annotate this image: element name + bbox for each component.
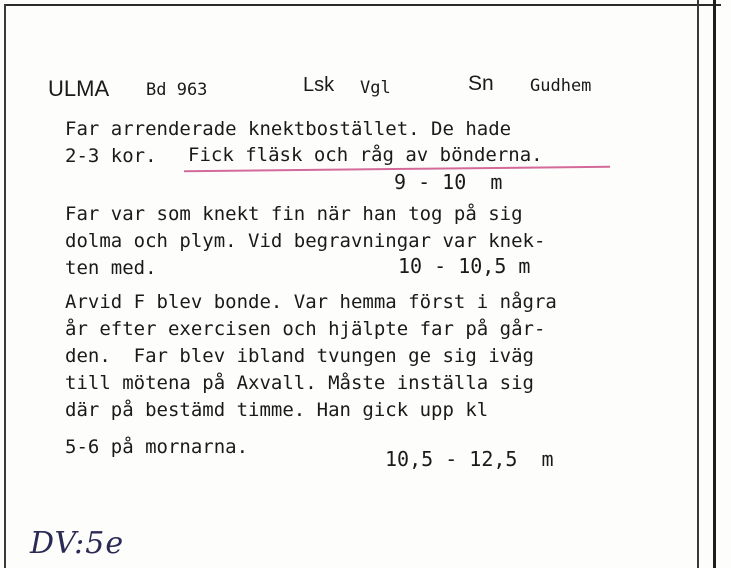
p3-line4: till mötena på Axvall. Måste inställa sig bbox=[65, 372, 534, 394]
header-lsk-value: Vgl bbox=[360, 78, 391, 98]
handwritten-signature: DV:5e bbox=[30, 526, 125, 561]
p3-line6: 5-6 på mornarna. bbox=[65, 436, 249, 458]
p3-line3: den. Far blev ibland tvungen ge sig iväg bbox=[65, 345, 534, 367]
header-lsk-label: Lsk bbox=[303, 74, 335, 96]
p3-line2: år efter exercisen och hjälpte far på går- bbox=[65, 318, 546, 340]
p1-line2b: Fick fläsk och råg av bönderna. bbox=[188, 144, 543, 166]
p2-line3: ten med. bbox=[65, 257, 157, 279]
card-left-border bbox=[4, 4, 6, 568]
header-sn-value: Gudhem bbox=[530, 76, 592, 96]
p2-measure: 10 - 10,5 m bbox=[398, 254, 531, 278]
card-top-border bbox=[4, 4, 721, 6]
p1-line2a: 2-3 kor. bbox=[65, 145, 157, 167]
p2-line2: dolma och plym. Vid begravningar var knek- bbox=[65, 230, 546, 252]
p3-line1: Arvid F blev bonde. Var hemma först i några bbox=[65, 291, 557, 313]
card-outer-edge bbox=[713, 0, 716, 568]
p1-measure: 9 - 10 m bbox=[394, 170, 503, 194]
header-name: ULMA bbox=[48, 76, 110, 101]
p3-line5: där på bestämd timme. Han gick upp kl bbox=[65, 399, 489, 421]
p3-measure: 10,5 - 12,5 m bbox=[385, 447, 554, 471]
header-sn-label: Sn bbox=[468, 72, 494, 95]
p1-line1: Far arrenderade knektbostället. De hade bbox=[65, 118, 512, 140]
header-bd: Bd 963 bbox=[146, 80, 208, 100]
card-right-border bbox=[697, 0, 699, 568]
p2-line1: Far var som knekt fin när han tog på sig bbox=[65, 203, 523, 225]
